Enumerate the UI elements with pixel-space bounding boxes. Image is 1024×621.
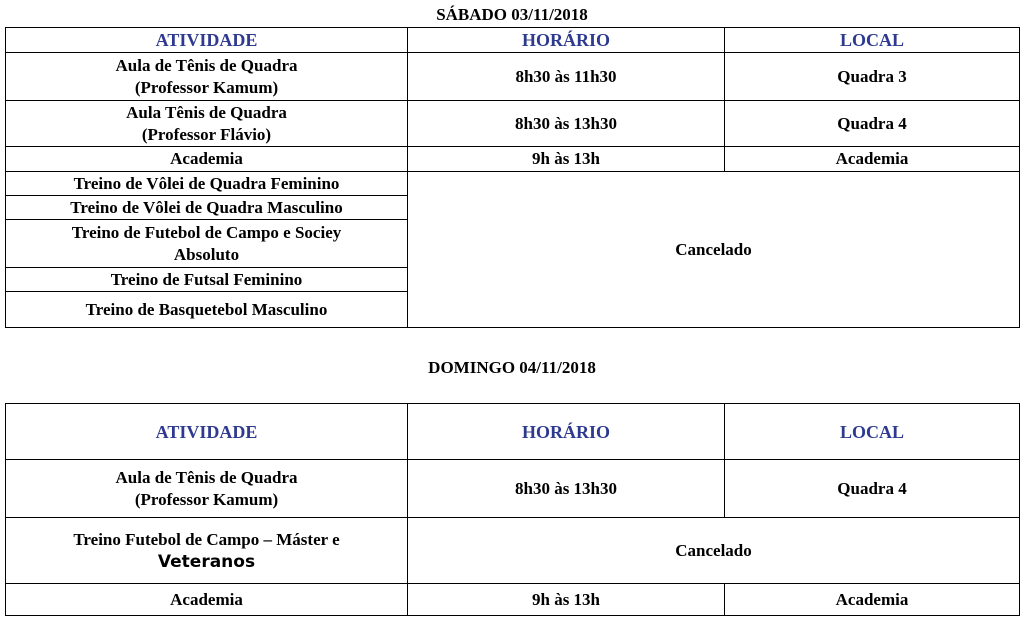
sunday-title: DOMINGO 04/11/2018 bbox=[428, 358, 596, 377]
activity-detail: (Professor Kamum) bbox=[134, 77, 279, 97]
cancelled-cell: Cancelado bbox=[408, 172, 1020, 328]
header-time: HORÁRIO bbox=[408, 404, 725, 460]
activity-cell bbox=[6, 101, 408, 147]
activity-cell: Treino de Futsal Feminino bbox=[6, 268, 408, 292]
table-header-row bbox=[6, 404, 1020, 460]
activity-name: Treino de Futebol de Campo e Sociey bbox=[71, 222, 342, 242]
activity-name: Treino Futebol de Campo – Máster e bbox=[73, 529, 340, 549]
activity-detail: (Professor Flávio) bbox=[141, 124, 272, 144]
time-cell: 9h às 13h bbox=[408, 147, 725, 172]
saturday-schedule-table bbox=[5, 27, 1020, 328]
place-cell: Quadra 3 bbox=[725, 53, 1020, 101]
header-time: HORÁRIO bbox=[408, 28, 725, 53]
activity-detail: (Professor Kamum) bbox=[134, 489, 279, 509]
place-cell: Academia bbox=[725, 147, 1020, 172]
place-cell: Quadra 4 bbox=[725, 460, 1020, 518]
activity-cell bbox=[6, 53, 408, 101]
sunday-schedule-table bbox=[5, 403, 1020, 616]
activity-name: Aula de Tênis de Quadra bbox=[115, 467, 298, 487]
time-cell: 8h30 às 13h30 bbox=[408, 460, 725, 518]
activity-detail: Veteranos bbox=[157, 551, 256, 572]
activity-cell: Treino de Vôlei de Quadra Masculino bbox=[6, 196, 408, 220]
table-row bbox=[6, 172, 1020, 196]
activity-name: Aula de Tênis de Quadra bbox=[115, 55, 298, 75]
table-row bbox=[6, 147, 1020, 172]
place-cell: Quadra 4 bbox=[725, 101, 1020, 147]
cancelled-cell: Cancelado bbox=[408, 518, 1020, 584]
activity-cell bbox=[6, 220, 408, 268]
activity-cell bbox=[6, 460, 408, 518]
header-place: LOCAL bbox=[725, 404, 1020, 460]
time-cell: 9h às 13h bbox=[408, 584, 725, 616]
activity-cell: Academia bbox=[6, 584, 408, 616]
activity-cell bbox=[6, 518, 408, 584]
time-cell: 8h30 às 13h30 bbox=[408, 101, 725, 147]
saturday-title: SÁBADO 03/11/2018 bbox=[436, 5, 588, 24]
activity-cell: Academia bbox=[6, 147, 408, 172]
time-cell: 8h30 às 11h30 bbox=[408, 53, 725, 101]
header-place: LOCAL bbox=[725, 28, 1020, 53]
table-row bbox=[6, 101, 1020, 147]
header-activity: ATIVIDADE bbox=[6, 404, 408, 460]
activity-cell: Treino de Basquetebol Masculino bbox=[6, 292, 408, 328]
table-header-row bbox=[6, 28, 1020, 53]
table-row bbox=[6, 518, 1020, 584]
activity-name: Aula Tênis de Quadra bbox=[126, 102, 287, 122]
activity-cell: Treino de Vôlei de Quadra Feminino bbox=[6, 172, 408, 196]
table-row bbox=[6, 460, 1020, 518]
table-row bbox=[6, 53, 1020, 101]
place-cell: Academia bbox=[725, 584, 1020, 616]
table-row bbox=[6, 584, 1020, 616]
header-activity: ATIVIDADE bbox=[6, 28, 408, 53]
activity-detail: Absoluto bbox=[173, 244, 240, 264]
